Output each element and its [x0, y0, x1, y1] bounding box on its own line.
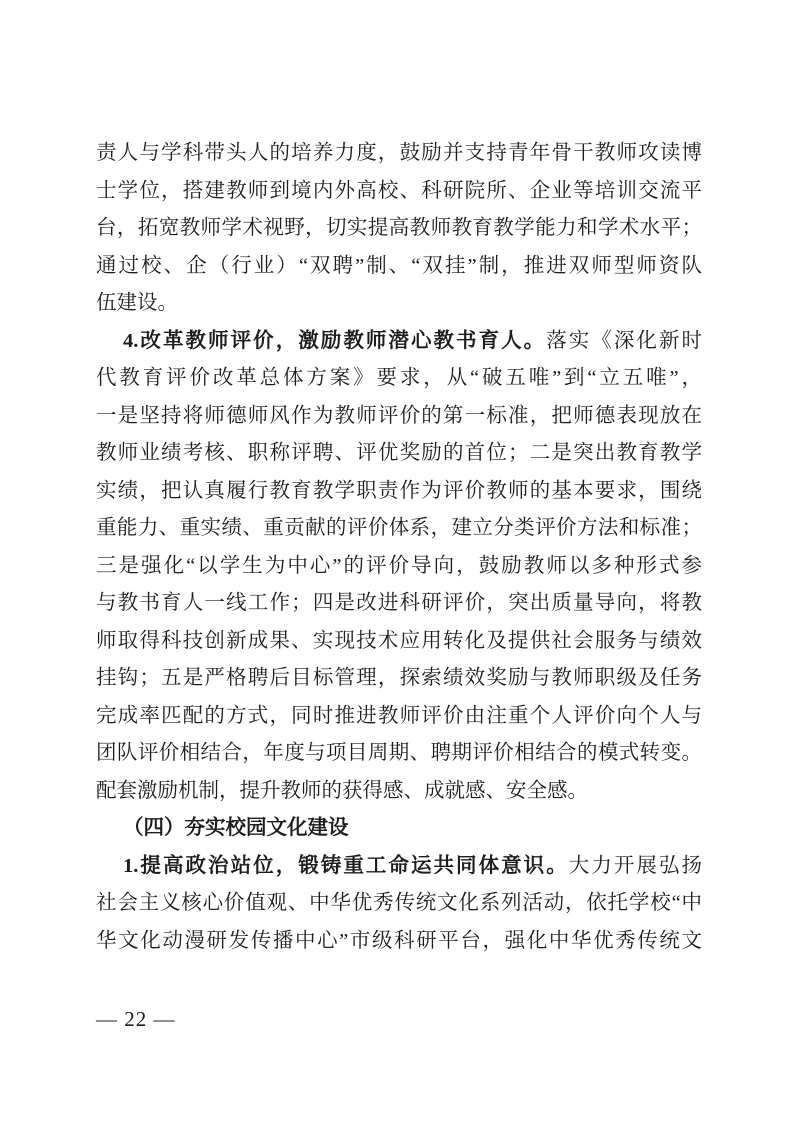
text-line [96, 173, 702, 211]
body-text: 实绩，把认真履行教育教学职责作为评价教师的基本要求，围绕 [96, 479, 702, 502]
text-line [96, 248, 702, 286]
body-text: 教师业绩考核、职称评聘、评优奖励的首位；二是突出教育教学 [96, 442, 702, 464]
text-line [96, 773, 702, 811]
body-text: 通过校、企（行业）“双聘”制、“双挂”制，推进双师型师资队 [96, 254, 702, 277]
text-line [96, 360, 702, 398]
text-line [96, 510, 702, 548]
page-number: — 22 — [96, 1007, 176, 1031]
body-text: 与教书育人一线工作；四是改进科研评价，突出质量导向，将教 [96, 592, 702, 614]
text-line [96, 623, 702, 661]
text-line [96, 435, 702, 473]
text-line [96, 210, 702, 248]
text-line [96, 473, 702, 511]
body-text: 责人与学科带头人的培养力度，鼓励并支持青年骨干教师攻读博 [96, 142, 702, 164]
body-text: 三是强化“以学生为中心”的评价导向，鼓励教师以多种形式参 [96, 554, 702, 577]
body-text: 一是坚持将师德师风作为教师评价的第一标准，把师德表现放在 [96, 404, 702, 427]
text-line [96, 660, 702, 698]
document-body [96, 135, 702, 960]
text-line [96, 323, 702, 361]
text-line [96, 585, 702, 623]
body-text: 挂钩；五是严格聘后目标管理，探索绩效奖励与教师职级及任务 [96, 667, 702, 689]
text-line [96, 698, 702, 736]
body-text: 士学位，搭建教师到境内外高校、科研院所、企业等培训交流平 [96, 179, 702, 202]
body-text: 落实《深化新时 [546, 329, 703, 352]
emphasis-text: 4.改革教师评价，激励教师潜心教书育人。 [123, 329, 547, 352]
body-text: 配套激励机制，提升教师的获得感、成就感、安全感。 [96, 779, 588, 802]
body-text: 台，拓宽教师学术视野，切实提高教师教育教学能力和学术水平； [96, 217, 702, 239]
body-text: 完成率匹配的方式，同时推进教师评价由注重个人评价向个人与 [96, 704, 702, 727]
body-text: 团队评价相结合，年度与项目周期、聘期评价相结合的模式转变。 [96, 742, 702, 764]
body-text: 师取得科技创新成果、实现技术应用转化及提供社会服务与绩效 [96, 629, 702, 652]
body-text: 华文化动漫研发传播中心”市级科研平台，强化中华优秀传统文 [96, 929, 702, 952]
text-line [96, 810, 702, 848]
emphasis-text: （四）夯实校园文化建设 [123, 817, 349, 839]
text-line [96, 548, 702, 586]
body-text: 大力开展弘扬 [568, 854, 703, 877]
text-line [96, 135, 702, 173]
text-line [96, 398, 702, 436]
text-line [96, 885, 702, 923]
body-text: 代教育评价改革总体方案》要求，从“破五唯”到“立五唯”， [96, 367, 702, 389]
text-line [96, 285, 702, 323]
text-line [96, 848, 702, 886]
emphasis-text: 1.提高政治站位，锻铸重工命运共同体意识。 [123, 854, 569, 877]
body-text: 社会主义核心价值观、中华优秀传统文化系列活动，依托学校“中 [96, 892, 702, 914]
body-text: 重能力、重实绩、重贡献的评价体系，建立分类评价方法和标准； [96, 517, 702, 539]
text-line [96, 735, 702, 773]
body-text: 伍建设。 [96, 292, 178, 314]
text-line [96, 923, 702, 961]
